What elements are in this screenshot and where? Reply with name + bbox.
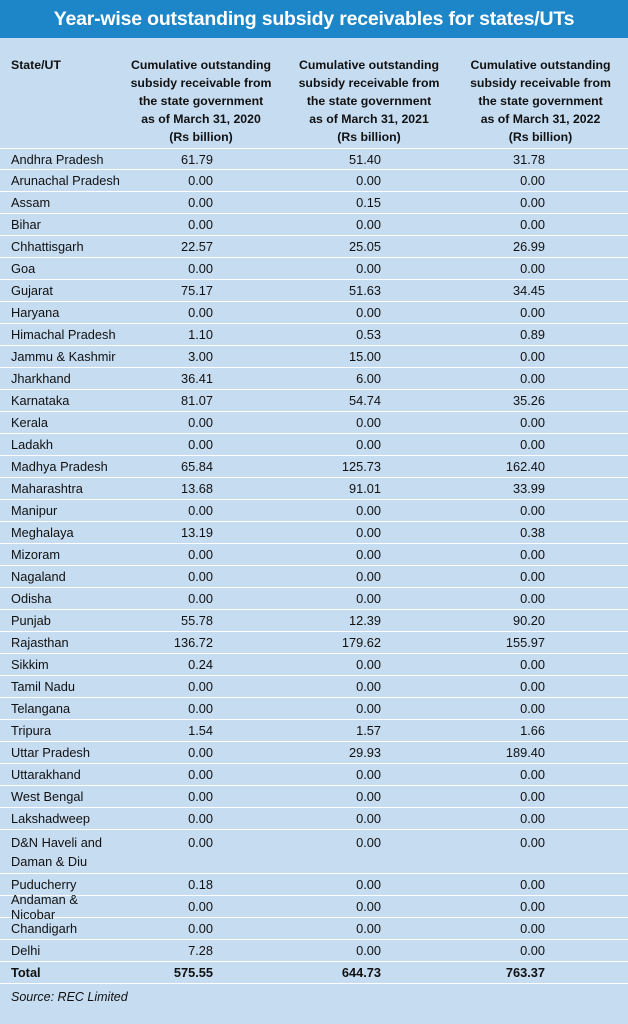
table-row: [0, 148, 628, 170]
value-2021: 51.40: [348, 151, 381, 167]
state-name: Bihar: [11, 217, 41, 232]
value-2020: 3.00: [188, 349, 213, 364]
value-2020: 7.28: [188, 943, 213, 958]
table-row: [0, 522, 628, 544]
table-row: [0, 258, 628, 280]
table-row: [0, 236, 628, 258]
value-2020: 0.18: [188, 877, 213, 892]
table-row: [0, 500, 628, 522]
value-2021: 0.00: [356, 921, 381, 936]
table-row: [0, 302, 628, 324]
value-2022: 0.00: [520, 261, 545, 276]
table-row: [0, 280, 628, 302]
value-2022: 0.00: [520, 217, 545, 232]
value-2020: 0.00: [188, 547, 213, 562]
value-2021: 15.00: [348, 349, 381, 364]
value-2020: 0.00: [188, 437, 213, 452]
value-2020: 0.00: [188, 835, 213, 850]
value-2021: 29.93: [348, 745, 381, 760]
state-name: West Bengal: [11, 789, 84, 804]
value-2020: 1.54: [188, 723, 213, 738]
state-name: Lakshadweep: [11, 811, 90, 826]
value-2022: 0.00: [520, 547, 545, 562]
value-2020: 75.17: [180, 283, 213, 298]
state-name: Delhi: [11, 943, 41, 958]
value-2020: 0.00: [188, 679, 213, 694]
value-2021: 0.00: [356, 679, 381, 694]
value-2022: 0.00: [520, 569, 545, 584]
value-2021: 0.00: [356, 547, 381, 562]
state-name: Ladakh: [11, 437, 53, 452]
value-2020: 61.79: [180, 151, 213, 167]
value-2021: 0.00: [356, 503, 381, 518]
value-2021: 1.57: [356, 723, 381, 738]
table-header: [0, 38, 628, 148]
value-2021: 0.00: [356, 835, 381, 850]
state-name: Uttarakhand: [11, 767, 81, 782]
value-2022: 0.38: [520, 525, 545, 540]
value-2021: 0.15: [356, 195, 381, 210]
state-name: Andaman & Nicobar: [11, 891, 78, 922]
value-2020: 13.68: [180, 481, 213, 496]
value-2022: 90.20: [512, 613, 545, 628]
state-name: Sikkim: [11, 657, 49, 672]
value-2021: 0.00: [356, 217, 381, 232]
value-2020: 0.00: [188, 195, 213, 210]
state-name: Goa: [11, 261, 36, 276]
value-2020: 81.07: [180, 393, 213, 408]
value-2020: 0.00: [188, 701, 213, 716]
table-row: [0, 192, 628, 214]
value-2021: 0.00: [356, 789, 381, 804]
value-2020: 22.57: [180, 239, 213, 254]
value-2022: 0.00: [520, 767, 545, 782]
value-2022: 0.00: [520, 657, 545, 672]
state-name: Tripura: [11, 723, 52, 738]
value-2022: 0.00: [520, 789, 545, 804]
value-2021: 54.74: [348, 393, 381, 408]
state-name: Telangana: [11, 701, 71, 716]
value-2020: 55.78: [180, 613, 213, 628]
state-name: Haryana: [11, 305, 60, 320]
table-row: [0, 632, 628, 654]
state-name: Kerala: [11, 415, 48, 430]
value-2021: 91.01: [348, 481, 381, 496]
value-2022: 0.00: [520, 415, 545, 430]
table-row: [0, 588, 628, 610]
table-row: [0, 566, 628, 588]
value-2021: 0.00: [356, 657, 381, 672]
table-row: [0, 786, 628, 808]
value-2021: 125.73: [341, 459, 381, 474]
value-2022: 0.00: [520, 811, 545, 826]
value-2020: 0.00: [188, 745, 213, 760]
value-2020: 0.00: [188, 569, 213, 584]
table-row: [0, 676, 628, 698]
state-name: Jharkhand: [11, 371, 71, 386]
value-2020: 0.00: [188, 591, 213, 606]
state-name: Rajasthan: [11, 635, 69, 650]
value-2021: 0.00: [356, 701, 381, 716]
value-2022: 0.00: [520, 921, 545, 936]
value-2020: 0.00: [188, 789, 213, 804]
table-row: [0, 742, 628, 764]
state-name: Assam: [11, 195, 51, 210]
value-2021: 25.05: [348, 239, 381, 254]
value-2021: 0.00: [356, 415, 381, 430]
value-2021: 0.00: [356, 437, 381, 452]
value-2022: 0.00: [520, 943, 545, 958]
table-row: [0, 830, 628, 874]
value-2022: 33.99: [512, 481, 545, 496]
table-title: Year-wise outstanding subsidy receivables for states/UTs: [0, 0, 628, 38]
value-2022: 31.78: [512, 151, 545, 167]
value-2020: 0.24: [188, 657, 213, 672]
value-2021: 6.00: [356, 371, 381, 386]
value-2022: 155.97: [505, 635, 545, 650]
header-2022: Cumulative outstanding subsidy receivable from the state government as of March 31, 2022 (Rs billion): [470, 58, 611, 144]
state-name: Meghalaya: [11, 525, 74, 540]
table-row: [0, 544, 628, 566]
table-row: [0, 478, 628, 500]
value-2022: 162.40: [505, 459, 545, 474]
value-2020: 0.00: [188, 415, 213, 430]
state-name: D&N Haveli and Daman & Diu: [11, 835, 103, 869]
state-name: Himachal Pradesh: [11, 327, 116, 342]
state-name: Chandigarh: [11, 921, 78, 936]
state-name: Karnataka: [11, 393, 70, 408]
table-row: [0, 170, 628, 192]
state-name: Maharashtra: [11, 481, 83, 496]
value-2022: 189.40: [505, 745, 545, 760]
value-2020: 0.00: [188, 503, 213, 518]
state-name: Mizoram: [11, 547, 61, 562]
table-row: [0, 891, 628, 922]
value-2021: 0.00: [356, 591, 381, 606]
table-row: [0, 698, 628, 720]
value-2022: 0.00: [520, 173, 545, 188]
table-row: [0, 324, 628, 346]
table-row: [0, 434, 628, 456]
state-name: Tamil Nadu: [11, 679, 76, 694]
value-2022: 0.00: [520, 591, 545, 606]
value-2022: 0.00: [520, 877, 545, 892]
table-row: [0, 610, 628, 632]
table-row: [0, 764, 628, 786]
state-name: Manipur: [11, 503, 58, 518]
value-2020: 0.00: [188, 921, 213, 936]
value-2020: 0.00: [188, 217, 213, 232]
value-2022: 0.00: [520, 371, 545, 386]
value-2022: 26.99: [512, 239, 545, 254]
table-row: [0, 940, 628, 962]
value-2020: 136.72: [173, 635, 213, 650]
value-2022: 0.00: [520, 503, 545, 518]
state-name: Nagaland: [11, 569, 66, 584]
value-2020: 0.00: [188, 811, 213, 826]
value-2022: 0.00: [520, 195, 545, 210]
value-2021: 0.00: [356, 569, 381, 584]
value-2022: 0.00: [520, 349, 545, 364]
total-2022: 763.37: [505, 965, 545, 980]
value-2020: 0.00: [188, 305, 213, 320]
state-name: Chhattisgarh: [11, 239, 84, 254]
value-2021: 0.00: [356, 261, 381, 276]
value-2021: 51.63: [348, 283, 381, 298]
total-label: Total: [11, 965, 41, 980]
header-2020: Cumulative outstanding subsidy receivable from the state government as of March 31, 2020 (Rs billion): [130, 58, 272, 144]
source-note: Source: REC Limited: [11, 990, 128, 1004]
table-row: [0, 412, 628, 434]
value-2022: 34.45: [512, 283, 545, 298]
value-2020: 65.84: [180, 459, 213, 474]
table-row: [0, 654, 628, 676]
value-2022: 35.26: [512, 393, 545, 408]
state-name: Gujarat: [11, 283, 53, 298]
total-2021: 644.73: [341, 965, 381, 980]
state-name: Andhra Pradesh: [11, 151, 104, 167]
value-2020: 13.19: [180, 525, 213, 540]
value-2021: 0.53: [356, 327, 381, 342]
value-2022: 1.66: [520, 723, 545, 738]
value-2022: 0.00: [520, 305, 545, 320]
table-row: [0, 368, 628, 390]
header-state: State/UT: [11, 58, 61, 72]
value-2022: 0.00: [520, 679, 545, 694]
value-2021: 0.00: [356, 173, 381, 188]
total-2020: 575.55: [173, 965, 213, 980]
state-name: Punjab: [11, 613, 51, 628]
value-2022: 0.00: [520, 835, 545, 850]
table-row: [0, 918, 628, 940]
table-body: [0, 148, 628, 962]
value-2021: 0.00: [356, 877, 381, 892]
value-2021: 0.00: [356, 767, 381, 782]
state-name: Jammu & Kashmir: [11, 349, 116, 364]
state-name: Uttar Pradesh: [11, 745, 90, 760]
value-2020: 0.00: [188, 173, 213, 188]
value-2020: 0.00: [188, 261, 213, 276]
value-2021: 0.00: [356, 943, 381, 958]
value-2022: 0.00: [520, 437, 545, 452]
state-name: Odisha: [11, 591, 52, 606]
value-2021: 0.00: [356, 899, 381, 914]
value-2022: 0.00: [520, 899, 545, 914]
table-row: [0, 720, 628, 742]
table-row: [0, 456, 628, 478]
total-row: [0, 962, 628, 984]
value-2020: 1.10: [188, 327, 213, 342]
value-2021: 0.00: [356, 305, 381, 320]
header-2021: Cumulative outstanding subsidy receivable from the state government as of March 31, 2021 (Rs billion): [298, 58, 440, 144]
table-row: [0, 390, 628, 412]
value-2022: 0.00: [520, 701, 545, 716]
value-2022: 0.89: [520, 327, 545, 342]
value-2020: 0.00: [188, 899, 213, 914]
state-name: Madhya Pradesh: [11, 459, 108, 474]
table-row: [0, 808, 628, 830]
state-name: Arunachal Pradesh: [11, 173, 120, 188]
value-2021: 0.00: [356, 811, 381, 826]
value-2021: 12.39: [348, 613, 381, 628]
value-2020: 0.00: [188, 767, 213, 782]
value-2021: 0.00: [356, 525, 381, 540]
table-row: [0, 346, 628, 368]
value-2021: 179.62: [341, 635, 381, 650]
table-row: [0, 214, 628, 236]
value-2020: 36.41: [180, 371, 213, 386]
state-name: Puducherry: [11, 877, 77, 892]
